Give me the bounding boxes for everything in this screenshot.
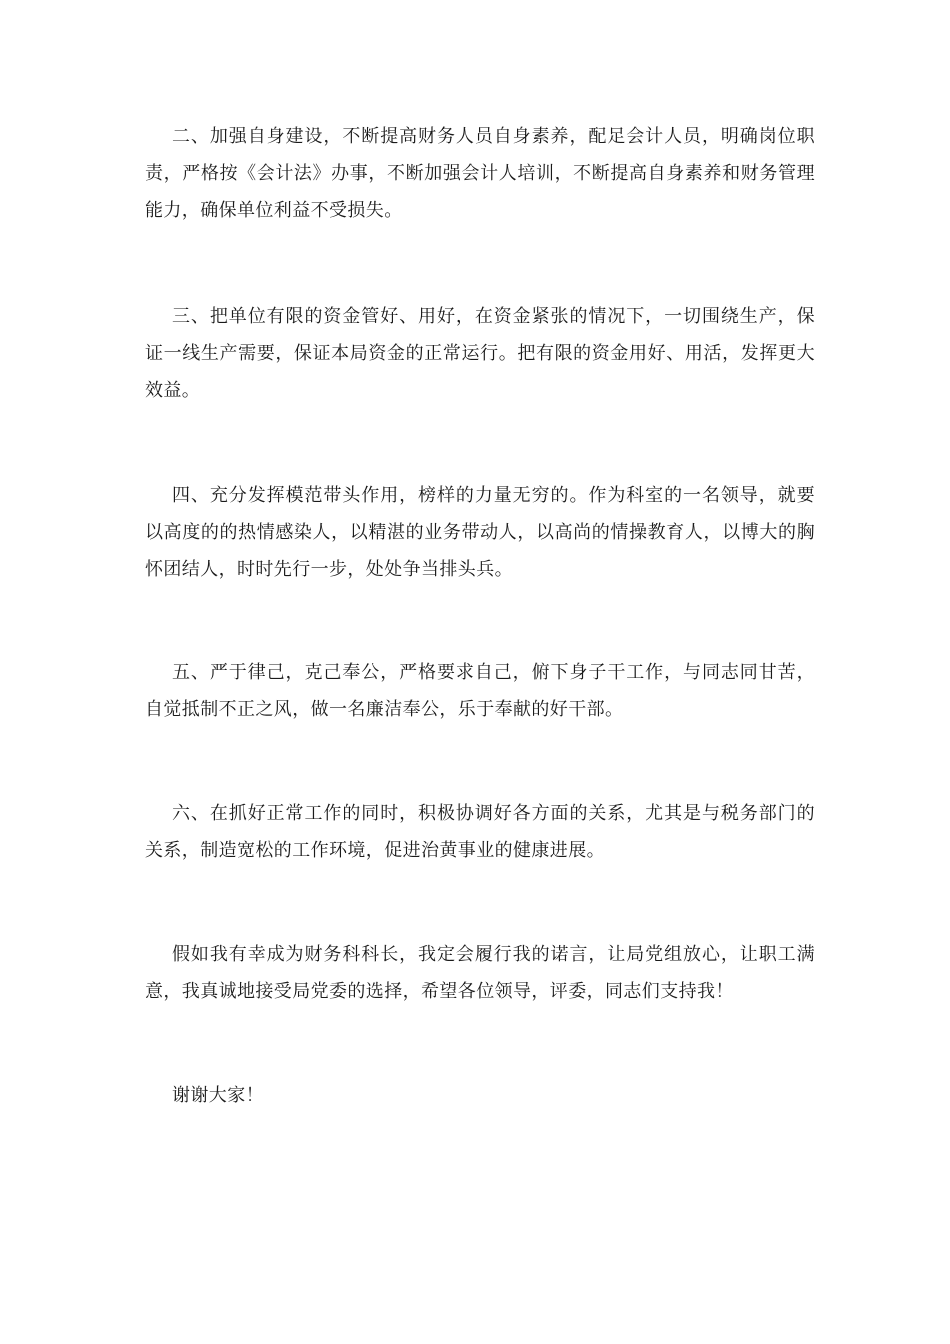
paragraph-two: 二、加强自身建设，不断提高财务人员自身素养，配足会计人员，明确岗位职责，严格按《会计法》办事，不断加强会计人培训，不断提高自身素养和财务管理能力，确保单位利益不受损失。 <box>145 126 815 221</box>
paragraph-thanks: 谢谢大家！ <box>172 1085 264 1106</box>
paragraph-five: 五、严于律己，克己奉公，严格要求自己，俯下身子干工作，与同志同甘苦，自觉抵制不正之风，做一名廉洁奉公，乐于奉献的好干部。 <box>145 662 815 720</box>
paragraph-four: 四、充分发挥模范带头作用，榜样的力量无穷的。作为科室的一名领导，就要以高度的的热情感染人，以精湛的业务带动人，以高尚的情操教育人，以博大的胸怀团结人，时时先行一步，处处争当排头兵。 <box>145 485 815 580</box>
paragraph-six: 六、在抓好正常工作的同时，积极协调好各方面的关系，尤其是与税务部门的关系，制造宽松的工作环境，促进治黄事业的健康进展。 <box>145 803 815 861</box>
paragraph-closing: 假如我有幸成为财务科科长，我定会履行我的诺言，让局党组放心，让职工满意，我真诚地接受局党委的选择，希望各位领导，评委，同志们支持我！ <box>145 944 815 1002</box>
paragraph-three: 三、把单位有限的资金管好、用好，在资金紧张的情况下，一切围绕生产，保证一线生产需要，保证本局资金的正常运行。把有限的资金用好、用活，发挥更大效益。 <box>145 306 815 401</box>
